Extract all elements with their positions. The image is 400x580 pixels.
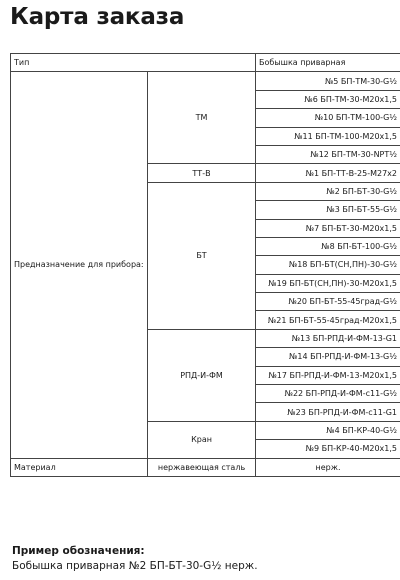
order-table xyxy=(10,53,400,477)
item-code-cell: №17 БП-РПД-И-ФМ-13-М20х1,5 xyxy=(256,366,400,384)
item-code-cell: №12 БП-ТМ-30-NPT½ xyxy=(256,145,400,163)
example-label: Пример обозначения: xyxy=(12,545,145,557)
material-row xyxy=(11,458,400,476)
header-type-cell: Тип xyxy=(11,54,256,72)
group-name-cell: РПД-И-ФМ xyxy=(148,329,256,421)
example-block xyxy=(12,544,258,574)
material-code-cell: нерж. xyxy=(256,458,400,476)
table-header-row xyxy=(11,54,400,72)
order-table-body xyxy=(11,54,400,477)
group-name-cell: Кран xyxy=(148,421,256,458)
item-code-cell: №14 БП-РПД-И-ФМ-13-G½ xyxy=(256,348,400,366)
item-code-cell: №20 БП-БТ-55-45град-G½ xyxy=(256,293,400,311)
item-code-cell: №10 БП-ТМ-100-G½ xyxy=(256,109,400,127)
item-code-cell: №13 БП-РПД-И-ФМ-13-G1 xyxy=(256,329,400,347)
item-code-cell: №23 БП-РПД-И-ФМ-с11-G1 xyxy=(256,403,400,421)
item-code-cell: №4 БП-КР-40-G½ xyxy=(256,421,400,439)
group-name-cell: ТМ xyxy=(148,72,256,164)
material-label-cell: Материал xyxy=(11,458,148,476)
item-code-cell: №22 БП-РПД-И-ФМ-с11-G½ xyxy=(256,385,400,403)
item-code-cell: №8 БП-БТ-100-G½ xyxy=(256,237,400,255)
item-code-cell: №1 БП-ТТ-В-25-М27х2 xyxy=(256,164,400,182)
item-code-cell: №3 БП-БТ-55-G½ xyxy=(256,201,400,219)
group-name-cell: ТТ-В xyxy=(148,164,256,182)
item-code-cell: №5 БП-ТМ-30-G½ xyxy=(256,72,400,90)
item-code-cell: №9 БП-КР-40-М20х1,5 xyxy=(256,440,400,458)
page-title: Карта заказа xyxy=(10,4,185,30)
group-name-cell: БТ xyxy=(148,182,256,329)
example-text: Бобышка приварная №2 БП-БТ-30-G½ нерж. xyxy=(12,560,258,572)
item-code-cell: №2 БП-БТ-30-G½ xyxy=(256,182,400,200)
item-code-cell: №6 БП-ТМ-30-М20х1,5 xyxy=(256,90,400,108)
item-code-cell: №18 БП-БТ(СН,ПН)-30-G½ xyxy=(256,256,400,274)
item-code-cell: №21 БП-БТ-55-45град-М20х1,5 xyxy=(256,311,400,329)
table-row xyxy=(11,72,400,90)
item-code-cell: №7 БП-БТ-30-М20х1,5 xyxy=(256,219,400,237)
purpose-label-cell: Предназначение для прибора: xyxy=(11,72,148,458)
header-value-cell: Бобышка приварная xyxy=(256,54,400,72)
material-value-cell: нержавеющая сталь xyxy=(148,458,256,476)
item-code-cell: №19 БП-БТ(СН,ПН)-30-М20х1,5 xyxy=(256,274,400,292)
item-code-cell: №11 БП-ТМ-100-М20х1,5 xyxy=(256,127,400,145)
